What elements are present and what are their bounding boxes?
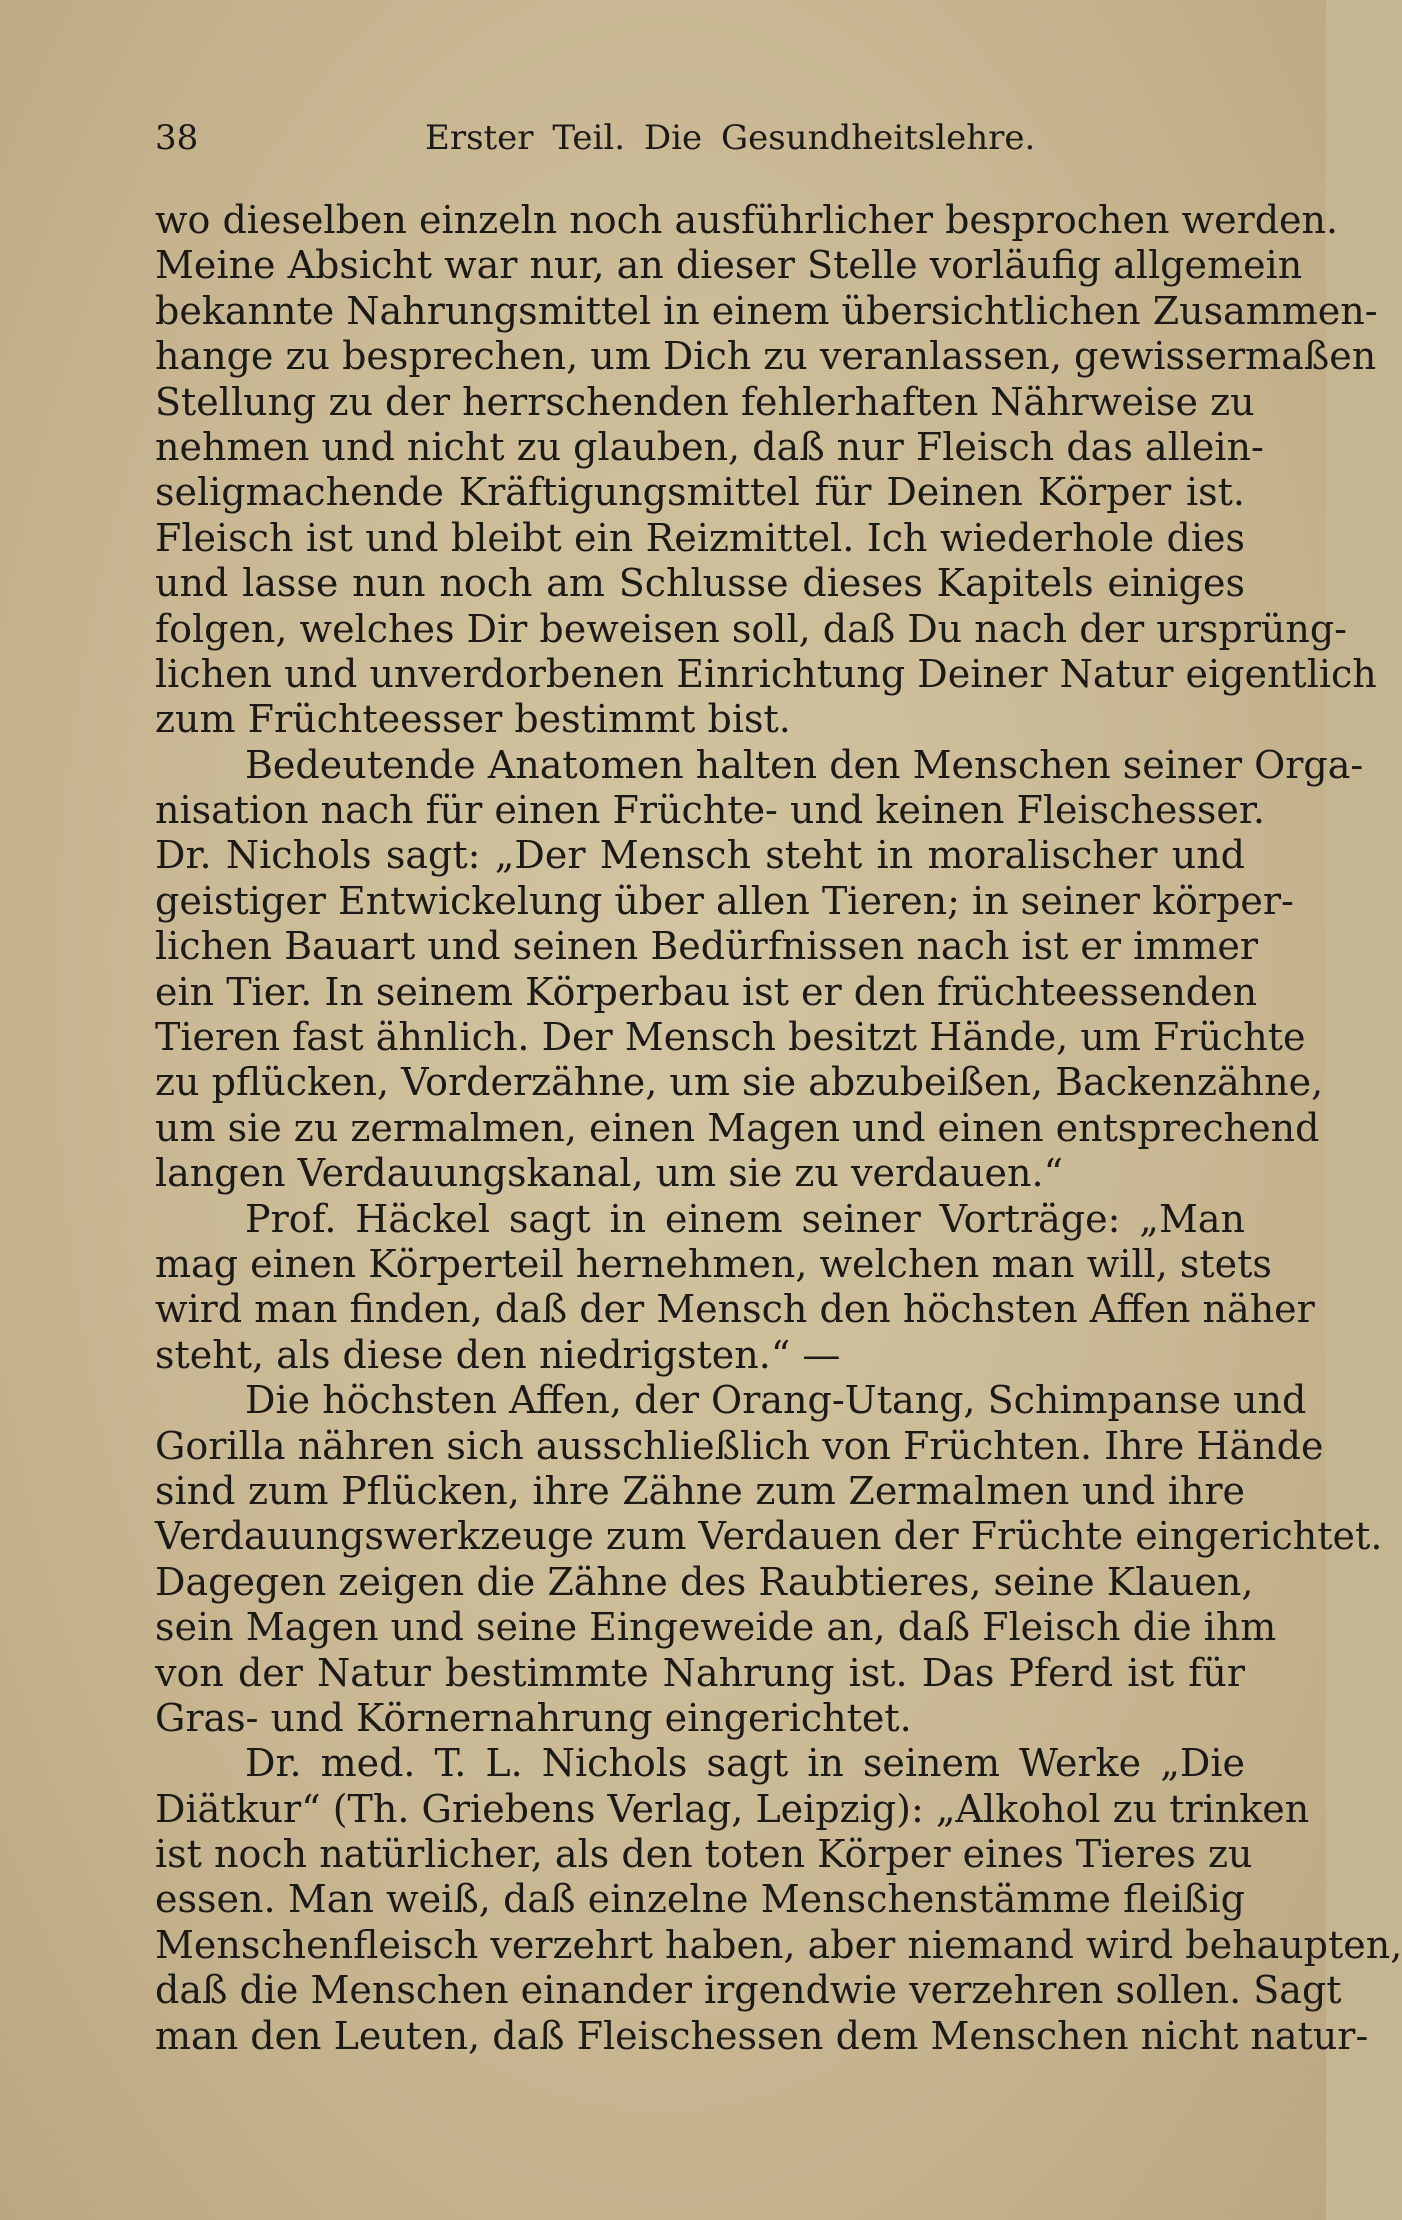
text-line: daß die Menschen einander irgendwie verzehren sollen. Sagt [155, 1968, 1342, 2013]
text-line: nehmen und nicht zu glauben, daß nur Fleisch das allein- [155, 424, 1264, 469]
text-line: Die höchsten Affen, der Orang-Utang, Schimpanse und [245, 1378, 1307, 1423]
text-line: sein Magen und seine Eingeweide an, daß Fleisch die ihm [155, 1605, 1277, 1650]
text-line: Dr. med. T. L. Nichols sagt in seinem Werke „Die [245, 1741, 1245, 1786]
text-line: Gras- und Körnernahrung eingerichtet. [155, 1695, 912, 1740]
text-line: Prof. Häckel sagt in einem seiner Vorträge: „Man [245, 1196, 1245, 1241]
text-line: zum Früchteesser bestimmt bist. [155, 697, 791, 742]
text-line: um sie zu zermalmen, einen Magen und einen entsprechend [155, 1105, 1320, 1150]
text-line: Bedeutende Anatomen halten den Menschen seiner Orga- [245, 742, 1364, 787]
running-title: Erster Teil. Die Gesundheitslehre. [425, 118, 1036, 158]
text-line: langen Verdauungskanal, um sie zu verdauen.“ [155, 1151, 1064, 1196]
text-line: Stellung zu der herrschenden fehlerhaften Nährweise zu [155, 379, 1255, 424]
text-line: seligmachende Kräftigungsmittel für Deinen Körper ist. [155, 470, 1245, 515]
text-line: und lasse nun noch am Schlusse dieses Kapitels einiges [155, 561, 1245, 606]
text-line: Diätkur“ (Th. Griebens Verlag, Leipzig): „Alkohol zu trinken [155, 1786, 1310, 1831]
text-line: man den Leuten, daß Fleischessen dem Menschen nicht natur- [155, 2013, 1369, 2058]
text-line: steht, als diese den niedrigsten.“ — [155, 1332, 841, 1377]
text-line: Dr. Nichols sagt: „Der Mensch steht in moralischer und [155, 833, 1245, 878]
text-line: Tieren fast ähnlich. Der Mensch besitzt Hände, um Früchte [155, 1015, 1306, 1060]
text-line: wird man finden, daß der Mensch den höchsten Affen näher [155, 1287, 1315, 1332]
text-line: Menschenfleisch verzehrt haben, aber niemand wird behaupten, [155, 1922, 1402, 1967]
text-line: mag einen Körperteil hernehmen, welchen man will, stets [155, 1241, 1272, 1286]
body-text [155, 198, 1402, 2059]
text-line: von der Natur bestimmte Nahrung ist. Das Pferd ist für [155, 1650, 1245, 1695]
text-line: Fleisch ist und bleibt ein Reizmittel. Ich wiederhole dies [155, 515, 1245, 560]
text-line: essen. Man weiß, daß einzelne Menschenstämme fleißig [155, 1877, 1245, 1922]
text-line: ein Tier. In seinem Körperbau ist er den früchteessenden [155, 969, 1258, 1014]
text-line: sind zum Pflücken, ihre Zähne zum Zermalmen und ihre [155, 1468, 1245, 1513]
text-line: zu pflücken, Vorderzähne, um sie abzubeißen, Backenzähne, [155, 1060, 1324, 1105]
text-line: hange zu besprechen, um Dich zu veranlassen, gewissermaßen [155, 334, 1377, 379]
running-head [155, 118, 1245, 168]
text-line: geistiger Entwickelung über allen Tieren; in seiner körper- [155, 878, 1294, 923]
page-number: 38 [155, 118, 199, 158]
text-line: lichen Bauart und seinen Bedürfnissen nach ist er immer [155, 924, 1259, 969]
text-line: bekannte Nahrungsmittel in einem übersichtlichen Zusammen- [155, 288, 1378, 333]
text-line: wo dieselben einzeln noch ausführlicher besprochen werden. [155, 198, 1339, 242]
text-line: Verdauungswerkzeuge zum Verdauen der Früchte eingerichtet. [155, 1514, 1383, 1559]
text-line: Meine Absicht war nur, an dieser Stelle vorläufig allgemein [155, 243, 1303, 288]
text-line: Dagegen zeigen die Zähne des Raubtieres, seine Klauen, [155, 1559, 1254, 1604]
text-line: folgen, welches Dir beweisen soll, daß Du nach der ursprüng- [155, 606, 1347, 651]
text-line: Gorilla nähren sich ausschließlich von Früchten. Ihre Hände [155, 1423, 1324, 1468]
text-line: nisation nach für einen Früchte- und keinen Fleischesser. [155, 788, 1265, 833]
text-line: ist noch natürlicher, als den toten Körper eines Tieres zu [155, 1832, 1253, 1877]
text-line: lichen und unverdorbenen Einrichtung Deiner Natur eigentlich [155, 651, 1377, 696]
